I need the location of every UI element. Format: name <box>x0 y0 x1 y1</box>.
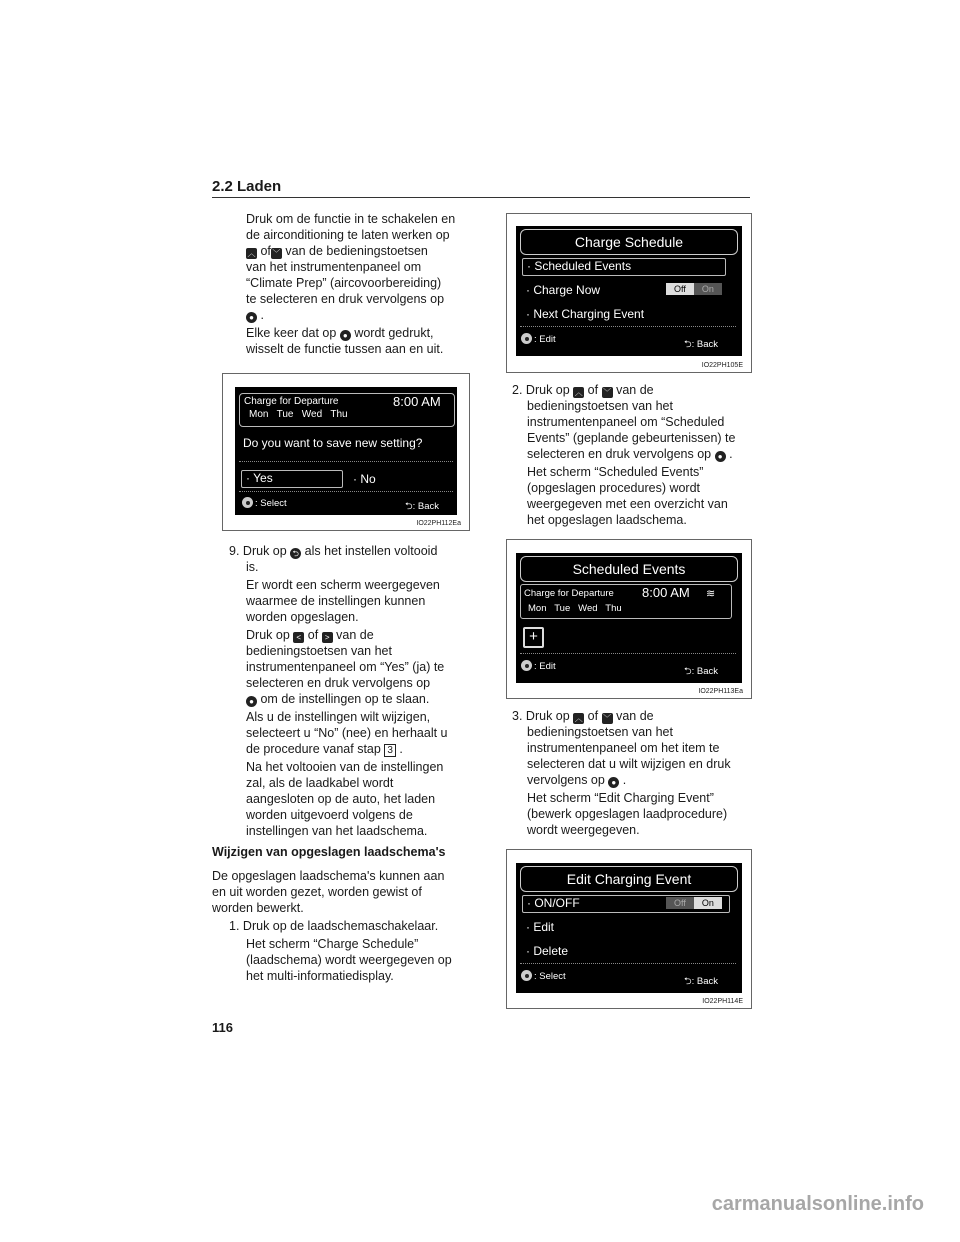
ok-button-icon: ● <box>340 330 351 341</box>
dial-icon <box>521 333 532 344</box>
on-off-item[interactable]: · ON/OFF <box>522 895 730 913</box>
step-3: 3. Druk op ︿ of ﹀ van de bedieningstoetsen van het instrumentenpaneel om het item te selecteren dat u wilt wijzigen en druk vervolgens op ● . Het scherm “Edit Charging Event” (bewerk opgeslagen laadprocedure) wordt weergegeven. <box>512 709 731 837</box>
back-icon: ⮌ <box>405 501 413 512</box>
dial-icon <box>521 660 532 671</box>
step-9: 9. Druk op ⮌ als het instellen voltooid is. Er wordt een scherm weergegeven waarmee de instellingen kunnen worden opgeslagen. Druk op < of > van de bedieningstoetsen van het instrumentenpaneel om “Yes” (ja) te selecteren en druk vervolgens op ● om de instellingen op te slaan. Als u de instellingen wilt wijzigen, selecteert u “No” (nee) en herhaalt u de procedure vanaf stap 3 . Na het voltooien van de instellingen zal, als de laadkabel wordt aangesloten op de auto, het laden worden uitgevoerd volgens de instellingen van het laadschema. <box>229 544 448 838</box>
scheduled-events-item[interactable]: · Scheduled Events <box>522 258 726 276</box>
step-1: 1. Druk op de laadschemaschakelaar. Het scherm “Charge Schedule” (laadschema) wordt weergegeven op het multi-informatiedisplay. <box>229 919 452 983</box>
intro-paragraph: De opgeslagen laadschema's kunnen aan en uit worden gezet, worden gewist of worden bewerkt. <box>212 869 445 915</box>
figure-scheduled-events: Scheduled Events Charge for Departure 8:00 AM ≋ Mon Tue Wed Thu + : Edit ⮌: Back IO22PH113Ea <box>506 539 752 699</box>
back-icon: ⮌ <box>684 976 692 987</box>
dial-icon <box>242 497 253 508</box>
dial-icon <box>521 970 532 981</box>
back-icon: ⮌ <box>684 666 692 677</box>
left-arrow-icon: < <box>293 632 304 643</box>
up-arrow-icon: ︿ <box>574 714 583 723</box>
add-event-button[interactable]: + <box>523 627 544 648</box>
yes-option[interactable]: · Yes <box>241 470 343 488</box>
step-2: 2. Druk op ︿ of ﹀ van de bedieningstoetsen van het instrumentenpaneel om “Scheduled Events” (geplande gebeurtenissen) te selecteren en druk vervolgens op ● . Het scherm “Scheduled Events” (opgeslagen procedures) wordt weergegeven met een overzicht van het opgeslagen laadschema. <box>512 383 736 527</box>
figure-save-setting: Charge for Departure 8:00 AM Mon Tue Wed Thu Do you want to save new setting? · Yes · No : Select ⮌: Back IO22PH112Ea <box>222 373 470 531</box>
delete-item[interactable]: · Delete <box>526 944 569 958</box>
on-off-toggle[interactable]: Off On <box>666 897 722 909</box>
header-rule <box>212 197 750 198</box>
return-button-icon: ⮌ <box>290 548 301 559</box>
display-save-setting: Charge for Departure 8:00 AM Mon Tue Wed Thu Do you want to save new setting? · Yes · No : Select ⮌: Back <box>235 387 457 515</box>
back-icon: ⮌ <box>684 339 692 350</box>
up-arrow-icon: ︿ <box>574 388 583 397</box>
up-arrow-icon: ︿ <box>247 249 256 258</box>
section-header: 2.2 Laden <box>212 178 282 195</box>
subsection-heading: Wijzigen van opgeslagen laadschema's <box>212 845 446 859</box>
watermark: carmanualsonline.info <box>711 1193 924 1215</box>
figure-edit-charging-event: Edit Charging Event · ON/OFF Off On · Edit · Delete : Select ⮌: Back IO22PH114E <box>506 849 752 1009</box>
ok-button-icon: ● <box>246 312 257 323</box>
down-arrow-icon: ﹀ <box>603 388 612 397</box>
no-option[interactable]: · No <box>353 472 376 486</box>
climate-fan-icon: ≋ <box>706 588 716 600</box>
ok-button-icon: ● <box>715 451 726 462</box>
figure-charge-schedule: Charge Schedule · Scheduled Events · Charge Now Off On · Next Charging Event : Edit ⮌: Back IO22PH105E <box>506 213 752 373</box>
page-number: 116 <box>212 1020 233 1035</box>
right-arrow-icon: > <box>322 632 333 643</box>
step-reference: 3 <box>384 744 396 757</box>
ok-button-icon: ● <box>608 777 619 788</box>
down-arrow-icon: ﹀ <box>272 249 281 258</box>
edit-item[interactable]: · Edit <box>526 920 555 934</box>
display-edit-charging-event: Edit Charging Event · ON/OFF Off On · Edit · Delete : Select ⮌: Back <box>516 863 742 993</box>
charge-now-toggle[interactable]: Off On <box>666 283 722 295</box>
display-charge-schedule: Charge Schedule · Scheduled Events · Charge Now Off On · Next Charging Event : Edit ⮌: Back <box>516 226 742 356</box>
display-scheduled-events: Scheduled Events Charge for Departure 8:00 AM ≋ Mon Tue Wed Thu + : Edit ⮌: Back <box>516 553 742 683</box>
ok-button-icon: ● <box>246 696 257 707</box>
charge-now-item[interactable]: · Charge Now <box>526 283 601 297</box>
down-arrow-icon: ﹀ <box>603 714 612 723</box>
next-charging-event-item[interactable]: · Next Charging Event <box>526 307 645 321</box>
climate-prep-paragraph: Druk om de functie in te schakelen en de airconditioning te laten werken op ︿ of ﹀ van de bedieningstoetsen van het instrumentenpaneel om “Climate Prep” (aircovoorbereiding) te selecteren en druk vervolgens op ● . Elke keer dat op ● wordt gedrukt, wisselt de functie tussen aan en uit. <box>246 212 456 356</box>
